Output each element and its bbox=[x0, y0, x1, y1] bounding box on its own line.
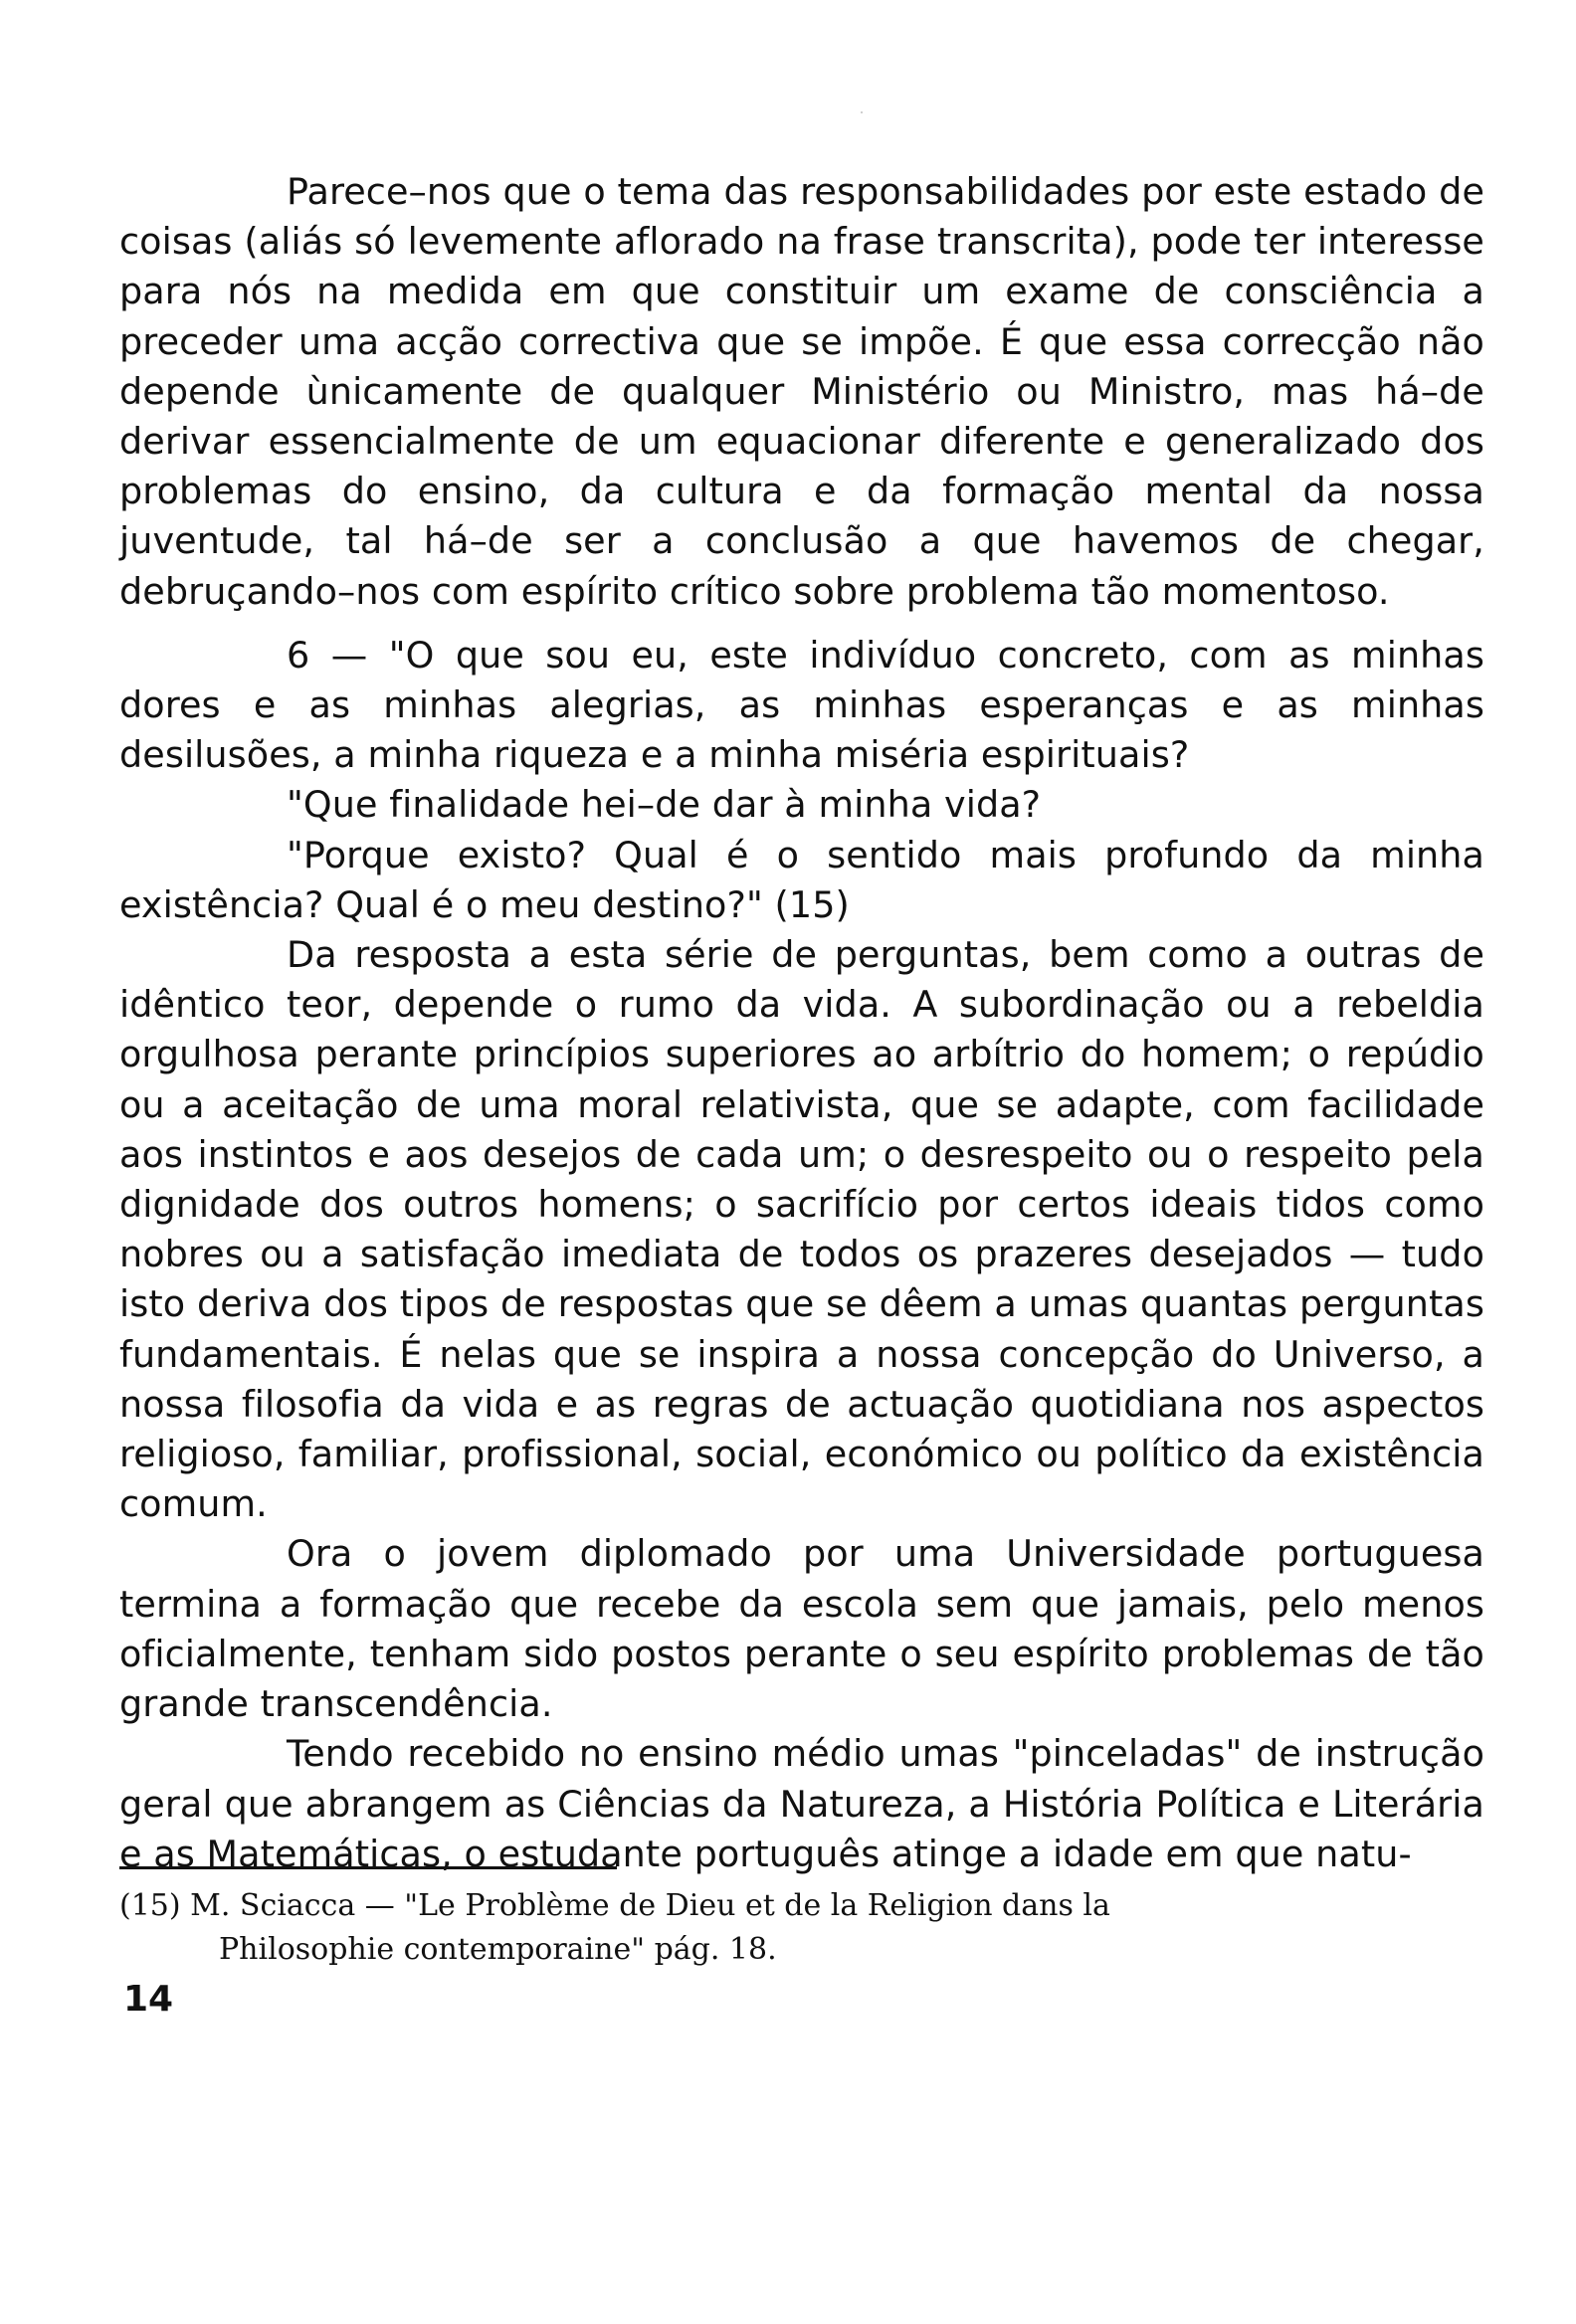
paragraph-ensino-medio: Tendo recebido no ensino médio umas "pinceladas" de instrução geral que abrangem as Ciências da Natureza, a História Política e Literária e as Matemáticas, o estudante português atinge a idade em que natu- bbox=[119, 1732, 1484, 1875]
paragraph-question-finalidade: "Que finalidade hei–de dar à minha vida? bbox=[287, 783, 1042, 827]
paragraph-question-6: 6 — "O que sou eu, este indivíduo concreto, com as minhas dores e as minhas alegrias, as minhas esperanças e as minhas desilusões, a minha riqueza e a minha miséria espirituais? bbox=[119, 633, 1484, 777]
footnote bbox=[119, 1884, 1484, 1972]
paragraph-jovem-diplomado: Ora o jovem diplomado por uma Universidade portuguesa termina a formação que recebe da escola sem que jamais, pelo menos oficialmente, tenham sido postos perante o seu espírito problemas de tão grande transcendência. bbox=[119, 1532, 1484, 1726]
paragraph-responsabilidades: Parece–nos que o tema das responsabilidades por este estado de coisas (aliás só levemente aflorado na frase transcrita), pode ter interesse para nós na medida em que constituir um exame de consciência a preceder uma acção correctiva que se impõe. É que essa correcção não depende ùnicamente de qualquer Ministério ou Ministro, mas há–de derivar essencialmente de um equacionar diferente e generalizado dos problemas do ensino, da cultura e da formação mental da nossa juventude, tal há–de ser a conclusão a que havemos de chegar, debruçando–nos com espírito crítico sobre problema tão momentoso. bbox=[119, 170, 1484, 613]
body-text bbox=[119, 167, 1484, 1879]
footnote-rule bbox=[119, 1866, 617, 1869]
page-body bbox=[119, 167, 1484, 1879]
paragraph-resposta: Da resposta a esta série de perguntas, bem como a outras de idêntico teor, depende o rumo da vida. A subordinação ou a rebeldia orgulhosa perante princípios superiores ao arbítrio do homem; o repúdio ou a aceitação de uma moral relativista, que se adapte, com facilidade aos instintos e aos desejos de cada um; o desrespeito ou o respeito pela dignidade dos outros homens; o sacrifício por certos ideais tidos como nobres ou a satisfação imediata de todos os prazeres desejados — tudo isto deriva dos tipos de respostas que se dêem a umas quantas perguntas fundamentais. É nelas que se inspira a nossa concepção do Universo, a nossa filosofia da vida e as regras de actuação quotidiana nos aspectos religioso, familiar, profissional, social, económico ou político da existência comum. bbox=[119, 933, 1484, 1526]
scan-speck bbox=[861, 111, 863, 113]
page-number: 14 bbox=[123, 1979, 174, 2020]
footnote-line-2: Philosophie contemporaine" pág. 18. bbox=[219, 1932, 777, 1967]
footnote-line-1: (15) M. Sciacca — "Le Problème de Dieu et de la Religion dans la bbox=[119, 1888, 1110, 1923]
paragraph-question-existo: "Porque existo? Qual é o sentido mais profundo da minha existência? Qual é o meu destino?" (15) bbox=[119, 833, 1484, 926]
